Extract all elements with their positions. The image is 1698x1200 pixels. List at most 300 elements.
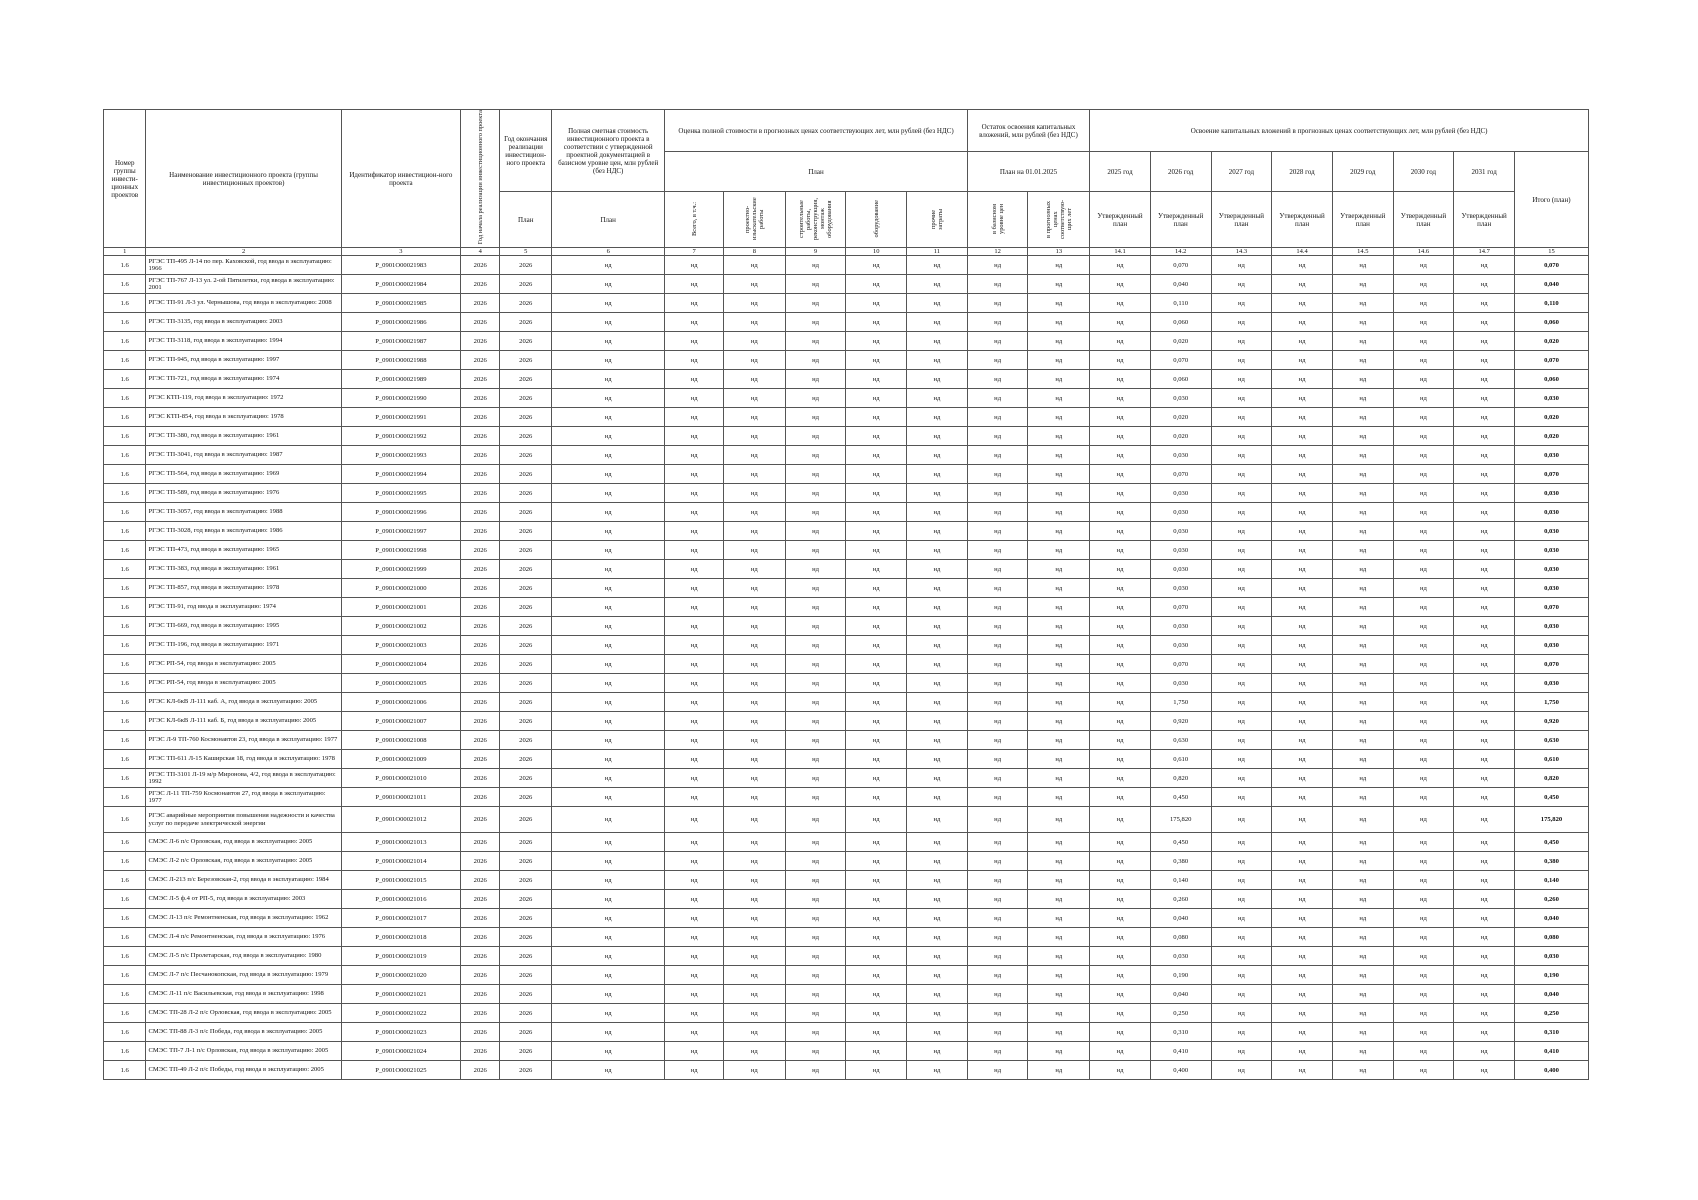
group-no-cell: 1.6	[104, 1023, 146, 1042]
total-plan-cell: 0,020	[1514, 408, 1588, 427]
table-row	[104, 731, 1589, 750]
project-name-cell: РГЭС ТП-767 Л-13 ул. 2-ой Пятилетки, год ввода в эксплуатацию: 2001	[146, 275, 341, 294]
na-cell: нд	[1454, 985, 1515, 1004]
na-cell: нд	[967, 1004, 1028, 1023]
na-cell: нд	[1454, 617, 1515, 636]
na-cell: нд	[846, 598, 907, 617]
na-cell: нд	[907, 871, 968, 890]
na-cell: нд	[967, 370, 1028, 389]
na-cell: нд	[552, 1023, 665, 1042]
na-cell: нд	[1028, 446, 1090, 465]
plan-2025-cell: нд	[1090, 522, 1151, 541]
na-cell: нд	[1272, 985, 1333, 1004]
total-plan-cell: 0,040	[1514, 909, 1588, 928]
na-cell: нд	[1332, 408, 1393, 427]
plan-2025-cell: нд	[1090, 928, 1151, 947]
na-cell: нд	[1211, 294, 1272, 313]
project-name-cell: РГЭС ТП-495 Л-14 по пер. Каховской, год ввода в эксплуатацию: 1966	[146, 256, 341, 275]
table-row	[104, 674, 1589, 693]
plan-2026-cell: 0,020	[1150, 427, 1211, 446]
na-cell: нд	[1211, 503, 1272, 522]
group-no-cell: 1.6	[104, 1004, 146, 1023]
project-id-cell: P_0901О00021990	[341, 389, 460, 408]
group-no-cell: 1.6	[104, 465, 146, 484]
na-cell: нд	[1454, 1004, 1515, 1023]
na-cell: нд	[1454, 1061, 1515, 1080]
na-cell: нд	[1332, 1061, 1393, 1080]
na-cell: нд	[1211, 674, 1272, 693]
total-plan-cell: 0,030	[1514, 947, 1588, 966]
na-cell: нд	[723, 852, 785, 871]
na-cell: нд	[1332, 332, 1393, 351]
na-cell: нд	[723, 294, 785, 313]
plan-2026-cell: 0,030	[1150, 617, 1211, 636]
project-id-cell: P_0901О00021004	[341, 655, 460, 674]
plan-2026-cell: 1,750	[1150, 693, 1211, 712]
na-cell: нд	[785, 446, 846, 465]
na-cell: нд	[1454, 1023, 1515, 1042]
na-cell: нд	[846, 674, 907, 693]
na-cell: нд	[967, 332, 1028, 351]
na-cell: нд	[907, 465, 968, 484]
na-cell: нд	[1211, 389, 1272, 408]
na-cell: нд	[785, 947, 846, 966]
column-number-row	[104, 248, 1589, 256]
na-cell: нд	[907, 617, 968, 636]
na-cell: нд	[846, 731, 907, 750]
start-year-cell: 2026	[461, 313, 500, 332]
na-cell: нд	[1211, 579, 1272, 598]
na-cell: нд	[1211, 731, 1272, 750]
plan-2026-cell: 0,030	[1150, 446, 1211, 465]
project-id-cell: P_0901О00021992	[341, 427, 460, 446]
na-cell: нд	[1272, 852, 1333, 871]
na-cell: нд	[1272, 503, 1333, 522]
na-cell: нд	[665, 313, 724, 332]
na-cell: нд	[1272, 1023, 1333, 1042]
total-plan-cell: 0,070	[1514, 598, 1588, 617]
header-sub-other: прочие затраты	[907, 192, 968, 248]
na-cell: нд	[1454, 598, 1515, 617]
na-cell: нд	[907, 560, 968, 579]
na-cell: нд	[552, 275, 665, 294]
end-year-cell: 2026	[500, 1023, 552, 1042]
na-cell: нд	[1211, 275, 1272, 294]
na-cell: нд	[1211, 852, 1272, 871]
na-cell: нд	[785, 1023, 846, 1042]
start-year-cell: 2026	[461, 503, 500, 522]
table-row	[104, 1061, 1589, 1080]
end-year-cell: 2026	[500, 947, 552, 966]
project-id-cell: P_0901О00021985	[341, 294, 460, 313]
project-id-cell: P_0901О00021991	[341, 408, 460, 427]
na-cell: нд	[785, 966, 846, 985]
na-cell: нд	[967, 446, 1028, 465]
end-year-cell: 2026	[500, 890, 552, 909]
plan-2026-cell: 0,030	[1150, 560, 1211, 579]
plan-2025-cell: нд	[1090, 408, 1151, 427]
na-cell: нд	[1393, 408, 1454, 427]
start-year-cell: 2026	[461, 1061, 500, 1080]
na-cell: нд	[1272, 807, 1333, 833]
na-cell: нд	[665, 275, 724, 294]
column-number-cell: 14.2	[1150, 248, 1211, 256]
group-no-cell: 1.6	[104, 484, 146, 503]
na-cell: нд	[1393, 389, 1454, 408]
plan-2025-cell: нд	[1090, 256, 1151, 275]
na-cell: нд	[1332, 522, 1393, 541]
start-year-cell: 2026	[461, 332, 500, 351]
start-year-cell: 2026	[461, 1023, 500, 1042]
project-id-cell: P_0901О00021005	[341, 674, 460, 693]
na-cell: нд	[1028, 655, 1090, 674]
end-year-cell: 2026	[500, 598, 552, 617]
project-id-cell: P_0901О00021002	[341, 617, 460, 636]
na-cell: нд	[1211, 560, 1272, 579]
na-cell: нд	[1028, 928, 1090, 947]
project-id-cell: P_0901О00021008	[341, 731, 460, 750]
total-plan-cell: 0,020	[1514, 427, 1588, 446]
project-name-cell: СМЭС ТП-49 Л-2 п/с Победы, год ввода в эксплуатацию: 2005	[146, 1061, 341, 1080]
project-name-cell: РГЭС аварийные мероприятия повышения надежности и качества услуг по передаче электрической энергии	[146, 807, 341, 833]
na-cell: нд	[1454, 833, 1515, 852]
na-cell: нд	[1028, 465, 1090, 484]
na-cell: нд	[907, 852, 968, 871]
na-cell: нд	[665, 617, 724, 636]
table-row	[104, 313, 1589, 332]
na-cell: нд	[846, 256, 907, 275]
na-cell: нд	[1028, 674, 1090, 693]
table-row	[104, 655, 1589, 674]
project-name-cell: РГЭС ТП-196, год ввода в эксплуатацию: 1971	[146, 636, 341, 655]
na-cell: нд	[1393, 655, 1454, 674]
na-cell: нд	[907, 636, 968, 655]
end-year-cell: 2026	[500, 636, 552, 655]
group-no-cell: 1.6	[104, 579, 146, 598]
plan-2025-cell: нд	[1090, 427, 1151, 446]
project-name-cell: СМЭС Л-4 п/с Ремонтненская, год ввода в эксплуатацию: 1976	[146, 928, 341, 947]
plan-2025-cell: нд	[1090, 465, 1151, 484]
na-cell: нд	[665, 712, 724, 731]
na-cell: нд	[907, 389, 968, 408]
header-full-cost-base-plan: План	[552, 192, 665, 248]
plan-2026-cell: 0,920	[1150, 712, 1211, 731]
na-cell: нд	[1272, 928, 1333, 947]
na-cell: нд	[846, 313, 907, 332]
plan-2026-cell: 0,380	[1150, 852, 1211, 871]
na-cell: нд	[1332, 465, 1393, 484]
plan-2025-cell: нд	[1090, 769, 1151, 788]
na-cell: нд	[785, 579, 846, 598]
header-total: Итого (план)	[1514, 152, 1588, 248]
na-cell: нд	[1454, 560, 1515, 579]
na-cell: нд	[1028, 427, 1090, 446]
project-id-cell: P_0901О00021021	[341, 985, 460, 1004]
project-name-cell: РГЭС Л-9 ТП-760 Космонавтов 23, год ввода в эксплуатацию: 1977	[146, 731, 341, 750]
end-year-cell: 2026	[500, 560, 552, 579]
project-id-cell: P_0901О00021009	[341, 750, 460, 769]
na-cell: нд	[907, 985, 968, 1004]
na-cell: нд	[552, 294, 665, 313]
end-year-cell: 2026	[500, 928, 552, 947]
header-year-2029: 2029 год	[1332, 152, 1393, 192]
na-cell: нд	[1393, 1061, 1454, 1080]
na-cell: нд	[1332, 928, 1393, 947]
project-name-cell: СМЭС Л-6 п/с Орловская, год ввода в эксплуатацию: 2005	[146, 833, 341, 852]
group-no-cell: 1.6	[104, 389, 146, 408]
na-cell: нд	[907, 890, 968, 909]
column-number-cell: 6	[552, 248, 665, 256]
plan-2025-cell: нд	[1090, 484, 1151, 503]
plan-2025-cell: нд	[1090, 674, 1151, 693]
group-no-cell: 1.6	[104, 890, 146, 909]
na-cell: нд	[1028, 370, 1090, 389]
na-cell: нд	[967, 294, 1028, 313]
na-cell: нд	[1393, 788, 1454, 807]
plan-2026-cell: 0,030	[1150, 389, 1211, 408]
group-no-cell: 1.6	[104, 351, 146, 370]
total-plan-cell: 0,040	[1514, 275, 1588, 294]
header-sub-design: проектно-изыскательские работы	[723, 192, 785, 248]
project-id-cell: P_0901О00021012	[341, 807, 460, 833]
plan-2026-cell: 0,410	[1150, 1042, 1211, 1061]
plan-2025-cell: нд	[1090, 351, 1151, 370]
project-name-cell: РГЭС ТП-473, год ввода в эксплуатацию: 1965	[146, 541, 341, 560]
total-plan-cell: 0,400	[1514, 1061, 1588, 1080]
total-plan-cell: 0,820	[1514, 769, 1588, 788]
project-name-cell: РГЭС ТП-3118, год ввода в эксплуатацию: 1994	[146, 332, 341, 351]
group-no-cell: 1.6	[104, 275, 146, 294]
na-cell: нд	[1393, 928, 1454, 947]
plan-2025-cell: нд	[1090, 1023, 1151, 1042]
na-cell: нд	[665, 769, 724, 788]
na-cell: нд	[723, 833, 785, 852]
total-plan-cell: 0,310	[1514, 1023, 1588, 1042]
na-cell: нд	[723, 408, 785, 427]
group-no-cell: 1.6	[104, 541, 146, 560]
na-cell: нд	[723, 313, 785, 332]
project-id-cell: P_0901О00021987	[341, 332, 460, 351]
na-cell: нд	[1028, 256, 1090, 275]
na-cell: нд	[552, 966, 665, 985]
end-year-cell: 2026	[500, 731, 552, 750]
na-cell: нд	[1211, 693, 1272, 712]
table-row	[104, 541, 1589, 560]
na-cell: нд	[846, 928, 907, 947]
na-cell: нд	[907, 788, 968, 807]
plan-2025-cell: нд	[1090, 1004, 1151, 1023]
na-cell: нд	[1211, 332, 1272, 351]
na-cell: нд	[846, 693, 907, 712]
na-cell: нд	[967, 560, 1028, 579]
na-cell: нд	[1272, 351, 1333, 370]
table-row	[104, 560, 1589, 579]
start-year-cell: 2026	[461, 370, 500, 389]
na-cell: нд	[552, 408, 665, 427]
end-year-cell: 2026	[500, 1061, 552, 1080]
plan-2026-cell: 0,040	[1150, 985, 1211, 1004]
header-approved-2028: Утвержденный план	[1272, 192, 1333, 248]
plan-2026-cell: 0,040	[1150, 909, 1211, 928]
na-cell: нд	[967, 731, 1028, 750]
plan-2026-cell: 0,030	[1150, 522, 1211, 541]
end-year-cell: 2026	[500, 541, 552, 560]
total-plan-cell: 0,080	[1514, 928, 1588, 947]
na-cell: нд	[1393, 560, 1454, 579]
na-cell: нд	[785, 833, 846, 852]
na-cell: нд	[723, 928, 785, 947]
na-cell: нд	[1028, 541, 1090, 560]
plan-2025-cell: нд	[1090, 370, 1151, 389]
na-cell: нд	[1211, 788, 1272, 807]
start-year-cell: 2026	[461, 275, 500, 294]
project-id-cell: P_0901О00021017	[341, 909, 460, 928]
total-plan-cell: 0,030	[1514, 617, 1588, 636]
end-year-cell: 2026	[500, 769, 552, 788]
na-cell: нд	[665, 890, 724, 909]
na-cell: нд	[1332, 560, 1393, 579]
end-year-cell: 2026	[500, 351, 552, 370]
na-cell: нд	[1272, 294, 1333, 313]
na-cell: нд	[552, 579, 665, 598]
plan-2026-cell: 0,030	[1150, 674, 1211, 693]
total-plan-cell: 0,140	[1514, 871, 1588, 890]
na-cell: нд	[1332, 313, 1393, 332]
plan-2026-cell: 0,030	[1150, 541, 1211, 560]
table-row	[104, 522, 1589, 541]
table-row	[104, 446, 1589, 465]
na-cell: нд	[785, 598, 846, 617]
na-cell: нд	[967, 1042, 1028, 1061]
table-row	[104, 294, 1589, 313]
column-number-cell: 3	[341, 248, 460, 256]
start-year-cell: 2026	[461, 617, 500, 636]
group-no-cell: 1.6	[104, 313, 146, 332]
na-cell: нд	[846, 579, 907, 598]
na-cell: нд	[1211, 890, 1272, 909]
na-cell: нд	[1272, 465, 1333, 484]
na-cell: нд	[1272, 560, 1333, 579]
project-id-cell: P_0901О00021013	[341, 833, 460, 852]
na-cell: нд	[1272, 966, 1333, 985]
end-year-cell: 2026	[500, 522, 552, 541]
na-cell: нд	[665, 332, 724, 351]
na-cell: нд	[665, 427, 724, 446]
header-project-name: Наименование инвестиционного проекта (группы инвестиционных проектов)	[146, 110, 341, 248]
na-cell: нд	[1272, 541, 1333, 560]
na-cell: нд	[1211, 871, 1272, 890]
project-name-cell: СМЭС Л-7 п/с Песчанокопская, год ввода в эксплуатацию: 1979	[146, 966, 341, 985]
na-cell: нд	[665, 871, 724, 890]
na-cell: нд	[723, 598, 785, 617]
project-id-cell: P_0901О00021994	[341, 465, 460, 484]
na-cell: нд	[1454, 313, 1515, 332]
total-plan-cell: 1,750	[1514, 693, 1588, 712]
group-no-cell: 1.6	[104, 966, 146, 985]
project-name-cell: СМЭС Л-213 п/с Березовская-2, год ввода в эксплуатацию: 1984	[146, 871, 341, 890]
na-cell: нд	[846, 465, 907, 484]
group-no-cell: 1.6	[104, 522, 146, 541]
plan-2026-cell: 0,070	[1150, 351, 1211, 370]
na-cell: нд	[1393, 947, 1454, 966]
na-cell: нд	[1332, 294, 1393, 313]
na-cell: нд	[1272, 769, 1333, 788]
na-cell: нд	[665, 1061, 724, 1080]
na-cell: нд	[1393, 712, 1454, 731]
na-cell: нд	[1272, 712, 1333, 731]
na-cell: нд	[1211, 928, 1272, 947]
na-cell: нд	[785, 928, 846, 947]
na-cell: нд	[1028, 788, 1090, 807]
na-cell: нд	[1028, 852, 1090, 871]
na-cell: нд	[1454, 852, 1515, 871]
na-cell: нд	[967, 909, 1028, 928]
na-cell: нд	[1332, 1004, 1393, 1023]
column-number-cell: 14.5	[1332, 248, 1393, 256]
na-cell: нд	[1272, 598, 1333, 617]
na-cell: нд	[785, 294, 846, 313]
na-cell: нд	[1272, 408, 1333, 427]
investment-table	[103, 109, 1589, 1080]
na-cell: нд	[967, 256, 1028, 275]
plan-2025-cell: нд	[1090, 966, 1151, 985]
na-cell: нд	[1393, 351, 1454, 370]
na-cell: нд	[907, 750, 968, 769]
end-year-cell: 2026	[500, 465, 552, 484]
end-year-cell: 2026	[500, 833, 552, 852]
plan-2026-cell: 0,310	[1150, 1023, 1211, 1042]
na-cell: нд	[785, 541, 846, 560]
plan-2025-cell: нд	[1090, 579, 1151, 598]
table-row	[104, 275, 1589, 294]
na-cell: нд	[1272, 427, 1333, 446]
plan-2026-cell: 0,450	[1150, 788, 1211, 807]
na-cell: нд	[1272, 484, 1333, 503]
group-no-cell: 1.6	[104, 833, 146, 852]
table-row	[104, 332, 1589, 351]
na-cell: нд	[785, 769, 846, 788]
start-year-cell: 2026	[461, 890, 500, 909]
na-cell: нд	[1393, 484, 1454, 503]
na-cell: нд	[785, 712, 846, 731]
na-cell: нд	[1332, 966, 1393, 985]
table-row	[104, 408, 1589, 427]
na-cell: нд	[846, 636, 907, 655]
table-row	[104, 256, 1589, 275]
na-cell: нд	[552, 750, 665, 769]
na-cell: нд	[552, 852, 665, 871]
plan-2025-cell: нд	[1090, 598, 1151, 617]
na-cell: нд	[1393, 275, 1454, 294]
na-cell: нд	[1454, 465, 1515, 484]
plan-2025-cell: нд	[1090, 833, 1151, 852]
na-cell: нд	[723, 465, 785, 484]
na-cell: нд	[1272, 693, 1333, 712]
na-cell: нд	[785, 503, 846, 522]
na-cell: нд	[665, 1042, 724, 1061]
na-cell: нд	[1211, 833, 1272, 852]
project-name-cell: РГЭС ТП-3135, год ввода в эксплуатацию: 2003	[146, 313, 341, 332]
na-cell: нд	[665, 446, 724, 465]
table-row	[104, 617, 1589, 636]
project-id-cell: P_0901О00021003	[341, 636, 460, 655]
investment-program-table-sheet	[103, 109, 1589, 1080]
na-cell: нд	[907, 674, 968, 693]
total-plan-cell: 0,260	[1514, 890, 1588, 909]
table-row	[104, 1042, 1589, 1061]
group-no-cell: 1.6	[104, 731, 146, 750]
na-cell: нд	[967, 541, 1028, 560]
